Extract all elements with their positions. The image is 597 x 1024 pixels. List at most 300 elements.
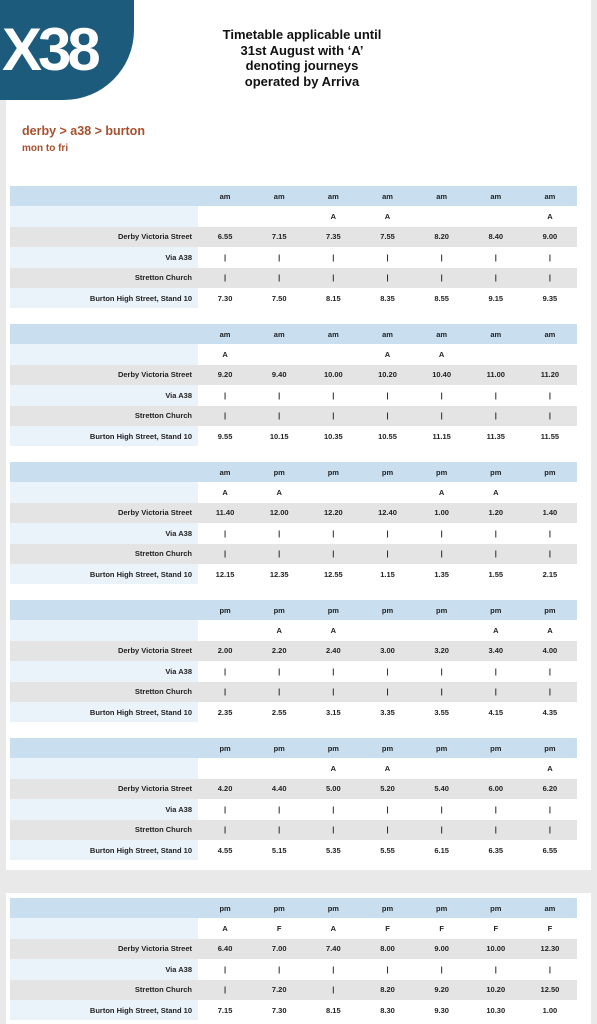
- stop-row: [10, 682, 577, 702]
- time-cell: pm: [252, 738, 306, 758]
- time-cell: am: [523, 898, 577, 918]
- stop-row: [10, 820, 577, 840]
- time-cell: pm: [523, 462, 577, 482]
- stop-name: Via A38: [10, 385, 198, 405]
- time-cell: 7.15: [198, 1000, 252, 1020]
- time-cell: |: [415, 544, 469, 564]
- time-cell: 10.55: [360, 426, 414, 446]
- stop-row: [10, 564, 577, 584]
- time-cell: 2.35: [198, 702, 252, 722]
- time-cell: |: [198, 247, 252, 267]
- time-cell: am: [523, 324, 577, 344]
- time-cell: |: [360, 247, 414, 267]
- time-cell: |: [252, 268, 306, 288]
- time-cell: 1.20: [469, 503, 523, 523]
- time-cell: [306, 482, 360, 502]
- time-cell: 1.55: [469, 564, 523, 584]
- time-cell: 2.20: [252, 641, 306, 661]
- stop-name: Via A38: [10, 661, 198, 681]
- time-cell: am: [469, 324, 523, 344]
- time-cell: pm: [523, 600, 577, 620]
- time-cell: 12.30: [523, 939, 577, 959]
- time-cell: A: [198, 482, 252, 502]
- stop-name: [10, 898, 198, 918]
- time-cell: am: [252, 324, 306, 344]
- time-cell: am: [415, 324, 469, 344]
- notice-line: 31st August with ‘A’: [240, 42, 364, 58]
- time-cell: 9.30: [415, 1000, 469, 1020]
- time-cell: A: [360, 758, 414, 778]
- time-cell: 4.15: [469, 702, 523, 722]
- time-cell: |: [306, 544, 360, 564]
- period-row: [10, 898, 577, 918]
- time-cell: |: [523, 523, 577, 543]
- time-cell: |: [252, 959, 306, 979]
- time-cell: |: [360, 799, 414, 819]
- time-cell: 4.00: [523, 641, 577, 661]
- time-cell: |: [306, 959, 360, 979]
- time-cell: 8.35: [360, 288, 414, 308]
- time-cell: 8.00: [360, 939, 414, 959]
- time-cell: |: [306, 247, 360, 267]
- stop-name: [10, 600, 198, 620]
- time-cell: 8.30: [360, 1000, 414, 1020]
- stop-name: Burton High Street, Stand 10: [10, 702, 198, 722]
- time-cell: 10.20: [360, 365, 414, 385]
- timetable-notice: [202, 27, 402, 89]
- time-cell: |: [252, 247, 306, 267]
- timetable-block: [10, 462, 577, 584]
- time-cell: [198, 620, 252, 640]
- time-cell: 8.20: [360, 980, 414, 1000]
- time-cell: pm: [252, 898, 306, 918]
- time-cell: |: [360, 523, 414, 543]
- time-cell: |: [360, 544, 414, 564]
- time-cell: am: [198, 462, 252, 482]
- time-cell: 9.20: [415, 980, 469, 1000]
- stop-name: [10, 482, 198, 502]
- time-cell: pm: [198, 898, 252, 918]
- time-cell: 5.40: [415, 779, 469, 799]
- stop-row: [10, 779, 577, 799]
- time-cell: 6.00: [469, 779, 523, 799]
- time-cell: [198, 206, 252, 226]
- time-cell: A: [523, 620, 577, 640]
- stop-name: Stretton Church: [10, 268, 198, 288]
- time-cell: pm: [198, 600, 252, 620]
- time-cell: pm: [306, 898, 360, 918]
- time-cell: |: [198, 544, 252, 564]
- time-cell: |: [306, 799, 360, 819]
- time-cell: |: [198, 661, 252, 681]
- time-cell: F: [252, 918, 306, 938]
- time-cell: A: [198, 344, 252, 364]
- stop-row: [10, 1000, 577, 1020]
- time-cell: |: [360, 959, 414, 979]
- time-cell: 5.35: [306, 840, 360, 860]
- stop-name: [10, 758, 198, 778]
- time-cell: |: [360, 820, 414, 840]
- time-cell: 1.35: [415, 564, 469, 584]
- time-cell: |: [306, 980, 360, 1000]
- time-cell: pm: [469, 462, 523, 482]
- time-cell: |: [306, 682, 360, 702]
- time-cell: |: [252, 385, 306, 405]
- time-cell: pm: [415, 462, 469, 482]
- time-cell: |: [306, 385, 360, 405]
- stop-row: [10, 661, 577, 681]
- time-cell: 12.40: [360, 503, 414, 523]
- time-cell: am: [360, 186, 414, 206]
- time-cell: pm: [469, 738, 523, 758]
- time-cell: A: [415, 344, 469, 364]
- time-cell: A: [306, 758, 360, 778]
- stop-row: [10, 503, 577, 523]
- time-cell: 7.35: [306, 227, 360, 247]
- time-cell: pm: [306, 738, 360, 758]
- time-cell: 6.35: [469, 840, 523, 860]
- time-cell: [306, 344, 360, 364]
- time-cell: pm: [523, 738, 577, 758]
- time-cell: pm: [415, 898, 469, 918]
- time-cell: 9.00: [415, 939, 469, 959]
- time-cell: 9.15: [469, 288, 523, 308]
- stop-row: [10, 641, 577, 661]
- operator-row: [10, 344, 577, 364]
- time-cell: 8.15: [306, 288, 360, 308]
- time-cell: |: [469, 682, 523, 702]
- stop-name: Burton High Street, Stand 10: [10, 426, 198, 446]
- time-cell: |: [469, 406, 523, 426]
- time-cell: 11.15: [415, 426, 469, 446]
- stop-name: Derby Victoria Street: [10, 939, 198, 959]
- notice-line: operated by Arriva: [244, 73, 360, 89]
- time-cell: 12.15: [198, 564, 252, 584]
- stop-name: [10, 186, 198, 206]
- time-cell: pm: [360, 738, 414, 758]
- time-cell: 6.55: [198, 227, 252, 247]
- time-cell: |: [469, 385, 523, 405]
- time-cell: F: [415, 918, 469, 938]
- time-cell: pm: [198, 738, 252, 758]
- time-cell: |: [469, 523, 523, 543]
- time-cell: 3.55: [415, 702, 469, 722]
- time-cell: A: [306, 206, 360, 226]
- time-cell: 4.20: [198, 779, 252, 799]
- time-cell: A: [360, 206, 414, 226]
- stop-name: Derby Victoria Street: [10, 503, 198, 523]
- stop-row: [10, 799, 577, 819]
- time-cell: pm: [360, 462, 414, 482]
- timetable-block: [10, 324, 577, 446]
- stop-row: [10, 385, 577, 405]
- time-cell: pm: [469, 898, 523, 918]
- route-days: mon to fri: [22, 143, 69, 154]
- notice-line: Timetable applicable until: [222, 27, 382, 42]
- time-cell: 9.40: [252, 365, 306, 385]
- time-cell: [198, 758, 252, 778]
- stop-name: [10, 738, 198, 758]
- time-cell: |: [252, 799, 306, 819]
- time-cell: pm: [469, 600, 523, 620]
- time-cell: |: [252, 820, 306, 840]
- time-cell: |: [523, 799, 577, 819]
- time-cell: 5.55: [360, 840, 414, 860]
- time-cell: 5.00: [306, 779, 360, 799]
- time-cell: 6.40: [198, 939, 252, 959]
- operator-row: [10, 482, 577, 502]
- stop-row: [10, 980, 577, 1000]
- time-cell: A: [469, 620, 523, 640]
- time-cell: [360, 482, 414, 502]
- time-cell: |: [523, 682, 577, 702]
- time-cell: 6.20: [523, 779, 577, 799]
- stop-name: Derby Victoria Street: [10, 779, 198, 799]
- x38-logo: [0, 0, 134, 100]
- time-cell: |: [523, 247, 577, 267]
- time-cell: 9.55: [198, 426, 252, 446]
- time-cell: [252, 344, 306, 364]
- time-cell: pm: [306, 600, 360, 620]
- time-cell: |: [252, 406, 306, 426]
- time-cell: |: [415, 247, 469, 267]
- time-cell: 10.40: [415, 365, 469, 385]
- operator-row: [10, 206, 577, 226]
- time-cell: 1.00: [415, 503, 469, 523]
- time-cell: |: [198, 406, 252, 426]
- time-cell: |: [198, 959, 252, 979]
- time-cell: 4.40: [252, 779, 306, 799]
- stop-row: [10, 406, 577, 426]
- time-cell: 8.20: [415, 227, 469, 247]
- time-cell: |: [415, 820, 469, 840]
- time-cell: |: [198, 682, 252, 702]
- time-cell: A: [252, 620, 306, 640]
- time-cell: 7.00: [252, 939, 306, 959]
- time-cell: 3.00: [360, 641, 414, 661]
- stop-name: Stretton Church: [10, 682, 198, 702]
- time-cell: |: [469, 959, 523, 979]
- time-cell: |: [469, 820, 523, 840]
- time-cell: [415, 620, 469, 640]
- time-cell: 3.20: [415, 641, 469, 661]
- time-cell: 9.35: [523, 288, 577, 308]
- time-cell: |: [198, 385, 252, 405]
- time-cell: 2.55: [252, 702, 306, 722]
- time-cell: |: [306, 268, 360, 288]
- stop-row: [10, 268, 577, 288]
- time-cell: |: [360, 385, 414, 405]
- time-cell: A: [306, 918, 360, 938]
- time-cell: |: [523, 268, 577, 288]
- time-cell: pm: [306, 462, 360, 482]
- stop-row: [10, 959, 577, 979]
- time-cell: 7.30: [252, 1000, 306, 1020]
- time-cell: am: [198, 186, 252, 206]
- time-cell: |: [523, 820, 577, 840]
- time-cell: 8.40: [469, 227, 523, 247]
- time-cell: |: [198, 268, 252, 288]
- time-cell: pm: [252, 600, 306, 620]
- time-cell: 6.55: [523, 840, 577, 860]
- time-cell: 7.40: [306, 939, 360, 959]
- time-cell: pm: [415, 738, 469, 758]
- time-cell: 8.15: [306, 1000, 360, 1020]
- time-cell: 12.50: [523, 980, 577, 1000]
- time-cell: 7.20: [252, 980, 306, 1000]
- time-cell: am: [360, 324, 414, 344]
- stop-row: [10, 365, 577, 385]
- time-cell: |: [469, 268, 523, 288]
- period-row: [10, 186, 577, 206]
- stop-row: [10, 288, 577, 308]
- time-cell: |: [306, 820, 360, 840]
- time-cell: |: [360, 661, 414, 681]
- time-cell: am: [415, 186, 469, 206]
- time-cell: am: [306, 324, 360, 344]
- time-cell: am: [523, 186, 577, 206]
- time-cell: |: [523, 544, 577, 564]
- stop-row: [10, 544, 577, 564]
- time-cell: |: [523, 406, 577, 426]
- stop-name: Derby Victoria Street: [10, 641, 198, 661]
- time-cell: |: [415, 268, 469, 288]
- stop-name: Burton High Street, Stand 10: [10, 288, 198, 308]
- stop-name: Stretton Church: [10, 820, 198, 840]
- stop-name: [10, 462, 198, 482]
- time-cell: |: [415, 661, 469, 681]
- time-cell: 11.35: [469, 426, 523, 446]
- time-cell: 7.50: [252, 288, 306, 308]
- time-cell: pm: [415, 600, 469, 620]
- stop-row: [10, 247, 577, 267]
- time-cell: |: [469, 544, 523, 564]
- time-cell: 9.00: [523, 227, 577, 247]
- time-cell: 2.00: [198, 641, 252, 661]
- time-cell: 1.15: [360, 564, 414, 584]
- time-cell: [360, 620, 414, 640]
- time-cell: A: [469, 482, 523, 502]
- stop-name: Derby Victoria Street: [10, 227, 198, 247]
- time-cell: 9.20: [198, 365, 252, 385]
- notice-line: denoting journeys: [245, 58, 359, 73]
- stop-name: Stretton Church: [10, 980, 198, 1000]
- time-cell: [415, 758, 469, 778]
- time-cell: 4.35: [523, 702, 577, 722]
- time-cell: 12.20: [306, 503, 360, 523]
- time-cell: 12.55: [306, 564, 360, 584]
- stop-name: Via A38: [10, 959, 198, 979]
- time-cell: 1.40: [523, 503, 577, 523]
- stop-row: [10, 426, 577, 446]
- time-cell: 10.00: [469, 939, 523, 959]
- time-cell: [469, 206, 523, 226]
- stop-row: [10, 939, 577, 959]
- time-cell: |: [415, 406, 469, 426]
- time-cell: 8.55: [415, 288, 469, 308]
- time-cell: am: [306, 186, 360, 206]
- stop-name: Via A38: [10, 523, 198, 543]
- time-cell: [523, 344, 577, 364]
- time-cell: 5.15: [252, 840, 306, 860]
- time-cell: |: [415, 959, 469, 979]
- stop-name: Stretton Church: [10, 406, 198, 426]
- time-cell: 12.00: [252, 503, 306, 523]
- operator-row: [10, 620, 577, 640]
- time-cell: A: [306, 620, 360, 640]
- time-cell: |: [252, 544, 306, 564]
- time-cell: |: [415, 682, 469, 702]
- time-cell: A: [523, 758, 577, 778]
- stop-row: [10, 702, 577, 722]
- time-cell: 10.00: [306, 365, 360, 385]
- stop-name: Burton High Street, Stand 10: [10, 564, 198, 584]
- time-cell: 2.40: [306, 641, 360, 661]
- time-cell: |: [415, 799, 469, 819]
- time-cell: A: [415, 482, 469, 502]
- timetable-block: [10, 898, 577, 1020]
- timetable-block: [10, 600, 577, 722]
- stop-name: [10, 206, 198, 226]
- time-cell: 12.35: [252, 564, 306, 584]
- time-cell: |: [306, 523, 360, 543]
- time-cell: 7.55: [360, 227, 414, 247]
- time-cell: [469, 758, 523, 778]
- time-cell: am: [469, 186, 523, 206]
- operator-row: [10, 758, 577, 778]
- time-cell: |: [523, 661, 577, 681]
- period-row: [10, 738, 577, 758]
- time-cell: F: [469, 918, 523, 938]
- time-cell: 6.15: [415, 840, 469, 860]
- time-cell: 7.30: [198, 288, 252, 308]
- time-cell: |: [415, 523, 469, 543]
- time-cell: |: [415, 385, 469, 405]
- time-cell: pm: [360, 600, 414, 620]
- timetable-block: [10, 186, 577, 308]
- route-title: derby > a38 > burton: [22, 124, 145, 138]
- time-cell: |: [252, 661, 306, 681]
- stop-name: [10, 324, 198, 344]
- time-cell: |: [469, 799, 523, 819]
- stop-name: Via A38: [10, 247, 198, 267]
- time-cell: F: [523, 918, 577, 938]
- stop-name: Burton High Street, Stand 10: [10, 840, 198, 860]
- stop-name: Via A38: [10, 799, 198, 819]
- time-cell: F: [360, 918, 414, 938]
- time-cell: [252, 206, 306, 226]
- time-cell: |: [306, 661, 360, 681]
- time-cell: |: [523, 959, 577, 979]
- time-cell: 11.20: [523, 365, 577, 385]
- time-cell: |: [360, 682, 414, 702]
- stop-name: Stretton Church: [10, 544, 198, 564]
- time-cell: A: [198, 918, 252, 938]
- time-cell: [523, 482, 577, 502]
- time-cell: [469, 344, 523, 364]
- time-cell: |: [469, 247, 523, 267]
- stop-row: [10, 227, 577, 247]
- time-cell: [415, 206, 469, 226]
- time-cell: |: [523, 385, 577, 405]
- time-cell: 2.15: [523, 564, 577, 584]
- stop-row: [10, 523, 577, 543]
- time-cell: |: [252, 523, 306, 543]
- time-cell: A: [360, 344, 414, 364]
- time-cell: A: [523, 206, 577, 226]
- time-cell: pm: [252, 462, 306, 482]
- time-cell: 10.35: [306, 426, 360, 446]
